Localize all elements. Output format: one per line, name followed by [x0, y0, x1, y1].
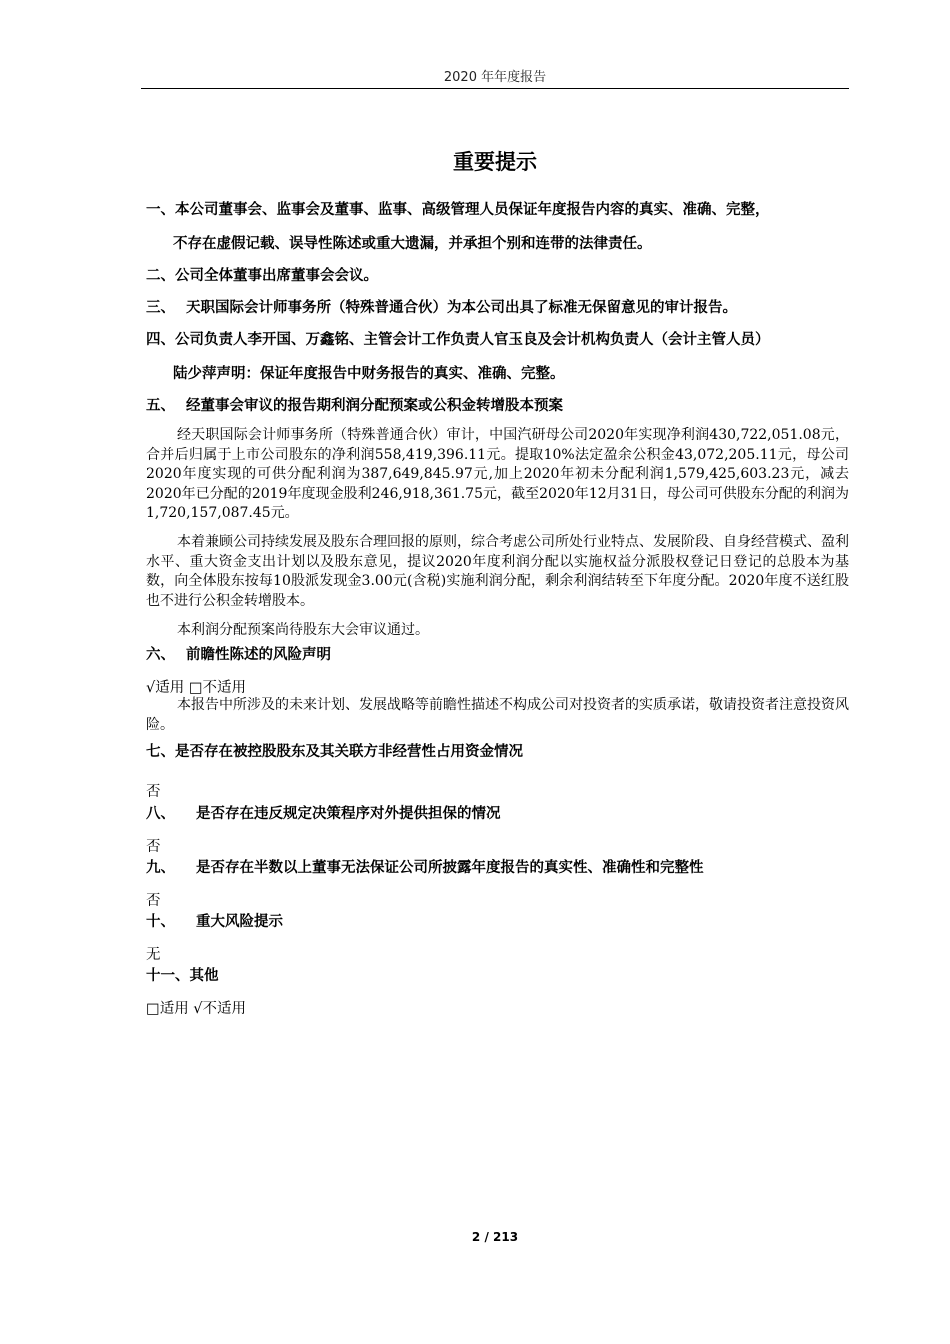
section-6-title: 前瞻性陈述的风险声明 — [186, 647, 331, 663]
section-7-heading: 七、是否存在被控股股东及其关联方非经营性占用资金情况 — [146, 744, 523, 760]
section-6-heading — [146, 643, 331, 664]
approval-paragraph: 本利润分配预案尚待股东大会审议通过。 — [177, 622, 429, 638]
page-number: 2 / 213 — [471, 1230, 519, 1244]
section-9-answer: 否 — [146, 893, 161, 909]
running-header: 2020 年年度报告 — [443, 70, 547, 85]
section-10-answer: 无 — [146, 947, 161, 963]
section-3-text: 天职国际会计师事务所（特殊普通合伙）为本公司出具了标准无保留意见的审计报告。 — [186, 300, 737, 316]
section-2: 二、公司全体董事出席董事会会议。 — [146, 268, 378, 284]
section-3-number: 三、 — [146, 300, 175, 316]
header-divider — [141, 88, 849, 89]
section-10-number: 十、 — [146, 914, 175, 930]
forward-looking-paragraph: 本报告中所涉及的未来计划、发展战略等前瞻性描述不构成公司对投资者的实质承诺，敬请投资者注意投资风险。 — [146, 697, 849, 733]
section-6-number: 六、 — [146, 647, 175, 663]
section-9-number: 九、 — [146, 860, 175, 876]
section-9-title: 是否存在半数以上董事无法保证公司所披露年度报告的真实性、准确性和完整性 — [196, 860, 704, 876]
section-8-answer: 否 — [146, 839, 161, 855]
section-3 — [146, 296, 737, 317]
section-4-line-2: 陆少萍声明：保证年度报告中财务报告的真实、准确、完整。 — [173, 366, 565, 382]
section-1-line-1: 一、本公司董事会、监事会及董事、监事、高级管理人员保证年度报告内容的真实、准确、完整， — [146, 202, 770, 218]
section-9-heading — [146, 856, 704, 877]
section-11-applicability: □适用 √不适用 — [146, 1001, 247, 1017]
section-8-heading — [146, 802, 501, 823]
section-4-line-1: 四、公司负责人李开国、万鑫铭、主管会计工作负责人官玉良及会计机构负责人（会计主管人员） — [146, 332, 770, 348]
section-5-title: 经董事会审议的报告期利润分配预案或公积金转增股本预案 — [186, 398, 563, 414]
section-10-heading — [146, 910, 283, 931]
section-11-heading: 十一、其他 — [146, 968, 219, 984]
section-6-applicability: √适用 □不适用 — [146, 680, 247, 696]
page-title: 重要提示 — [453, 150, 537, 174]
section-8-number: 八、 — [146, 806, 175, 822]
section-5-heading — [146, 394, 563, 415]
section-7-answer: 否 — [146, 784, 161, 800]
distribution-paragraph: 本着兼顾公司持续发展及股东合理回报的原则，综合考虑公司所处行业特点、发展阶段、自身经营模式、盈利水平、重大资金支出计划以及股东意见，提议2020年度利润分配以实施权益分派股权登记日登记的总股本为基数，向全体股东按每10股派发现金3.00元(含税)实施利润分配，剩余利润结转至下年度分配。2020年度不送红股也不进行公积金转增股本。 — [146, 534, 849, 609]
profit-paragraph: 经天职国际会计师事务所（特殊普通合伙）审计，中国汽研母公司2020年实现净利润430,722,051.08元，合并后归属于上市公司股东的净利润558,419,396.11元。提取10%法定盈余公积金43,072,205.11元，母公司2020年度实现的可供分配利润为387,649,845.97元,加上2020年初未分配利润1,579,425,603.23元，减去2020年已分配的2019年度现金股利246,918,361.75元，截至2020年12月31日，母公司可供股东分配的利润为1,720,157,087.45元。 — [146, 427, 849, 521]
section-10-title: 重大风险提示 — [196, 914, 283, 930]
section-5-number: 五、 — [146, 398, 175, 414]
section-1-line-2: 不存在虚假记载、误导性陈述或重大遗漏，并承担个别和连带的法律责任。 — [173, 236, 652, 252]
section-8-title: 是否存在违反规定决策程序对外提供担保的情况 — [196, 806, 501, 822]
